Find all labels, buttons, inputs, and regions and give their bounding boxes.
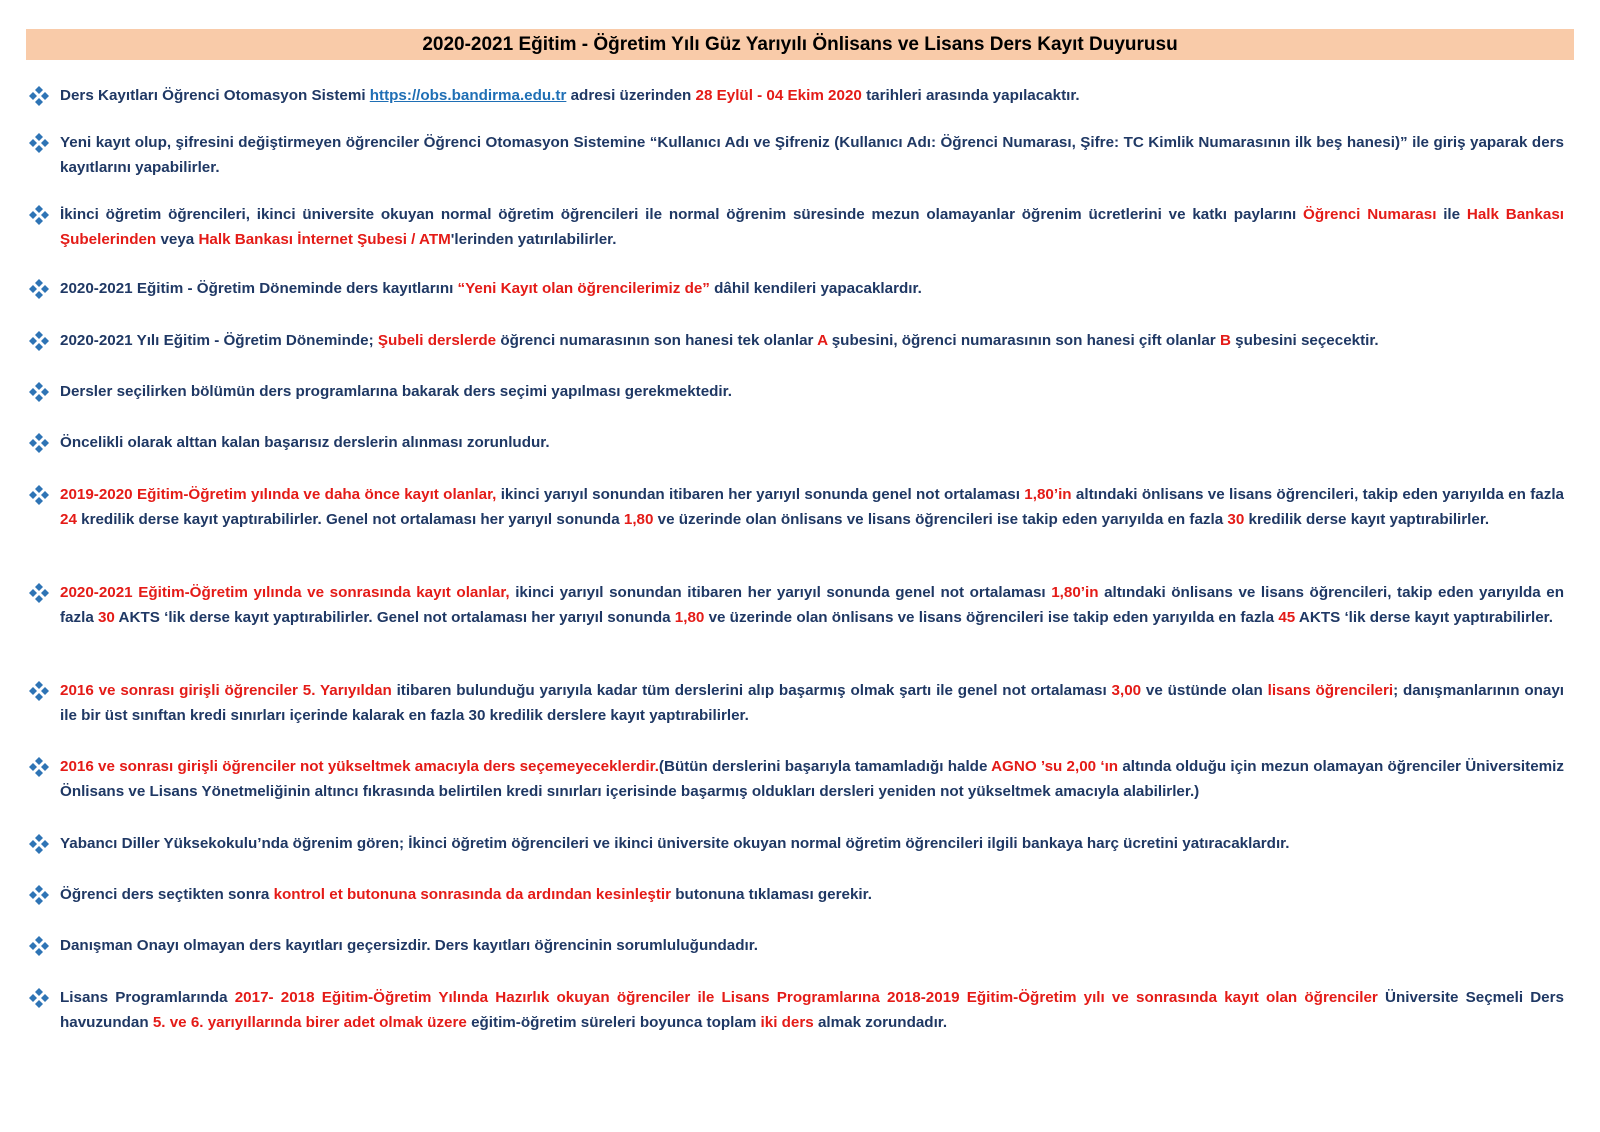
highlighted-text: iki ders: [760, 1014, 814, 1031]
highlighted-text: 2016 ve sonrası girişli öğrenciler not yükseltmek amacıyla ders seçemeyeceklerdir.: [60, 758, 659, 775]
page-title: 2020-2021 Eğitim - Öğretim Yılı Güz Yarıyılı Önlisans ve Lisans Ders Kayıt Duyurusu: [422, 33, 1178, 55]
announcement-text: [60, 882, 1564, 907]
text-segment: 'lerinden yatırılabilirler.: [450, 231, 617, 248]
announcement-item: [28, 678, 1574, 728]
text-segment: ile: [1436, 206, 1467, 223]
text-segment: ikinci yarıyıl sonundan itibaren her yarıyıl sonunda genel not ortalaması: [496, 486, 1025, 503]
announcement-item: [28, 430, 1574, 455]
highlighted-text: 3,00: [1111, 682, 1142, 699]
text-segment: butonuna tıklaması gerekir.: [671, 886, 872, 903]
highlighted-text: 2020-2021 Eğitim-Öğretim yılında ve sonrasında kayıt olanlar,: [60, 584, 510, 601]
text-segment: Öncelikli olarak alttan kalan başarısız derslerin alınması zorunludur.: [60, 434, 550, 451]
text-segment: AKTS ‘lik derse kayıt yaptırabilirler.: [1295, 609, 1553, 626]
announcement-item: [28, 985, 1574, 1035]
highlighted-text: 45: [1278, 609, 1296, 626]
text-segment: (Bütün derslerini başarıyla tamamladığı halde: [658, 758, 992, 775]
announcement-text: [60, 328, 1564, 353]
announcement-text: [60, 379, 1564, 404]
announcement-text: [60, 276, 1564, 301]
announcement-item: [28, 482, 1574, 532]
announcement-title-bar: [26, 29, 1574, 60]
diamond-four-bullet-icon: [28, 755, 50, 777]
highlighted-text: 1,80: [674, 609, 705, 626]
highlighted-text: Halk Bankası Şubelerinden: [60, 206, 1564, 248]
announcement-text: [60, 678, 1564, 728]
highlighted-text: kontrol et butonuna sonrasında da ardından kesinleştir: [273, 886, 672, 903]
highlighted-text: 1,80’in: [1051, 584, 1099, 601]
announcement-text: [60, 754, 1564, 804]
announcement-item: [28, 754, 1574, 804]
text-segment: Üniversite Seçmeli Ders havuzundan: [60, 989, 1564, 1031]
highlighted-text: “Yeni Kayıt olan öğrencilerimiz de”: [457, 280, 710, 297]
text-segment: 2020-2021 Eğitim - Öğretim Döneminde ders kayıtlarını: [60, 280, 458, 297]
highlighted-text: 5. ve 6. yarıyıllarında birer adet olmak üzere: [152, 1014, 467, 1031]
highlighted-text: 24: [60, 511, 77, 528]
diamond-four-bullet-icon: [28, 431, 50, 453]
text-segment: Ders Kayıtları Öğrenci Otomasyon Sistemi: [60, 87, 370, 104]
text-segment: Danışman Onayı olmayan ders kayıtları geçersizdir. Ders kayıtları öğrencinin sorumluluğundadır.: [60, 937, 759, 954]
text-segment: İkinci öğretim öğrencileri, ikinci üniversite okuyan normal öğretim öğrencileri ile normal öğrenim süresinde mezun olamayanlar öğrenim ücretlerini ve katkı paylarını: [60, 206, 1304, 223]
text-segment: altındaki önlisans ve lisans öğrencileri, takip eden yarıyılda en fazla: [60, 584, 1564, 626]
text-segment: itibaren bulunduğu yarıyıla kadar tüm derslerini alıp başarmış olmak şartı ile genel not ortalaması: [391, 682, 1112, 699]
text-segment: ve üstünde olan: [1141, 682, 1268, 699]
highlighted-text: 30: [97, 609, 115, 626]
text-segment: altındaki önlisans ve lisans öğrencileri, takip eden yarıyılda en fazla: [1071, 486, 1564, 503]
text-segment: kredilik derse kayıt yaptırabilirler.: [1244, 511, 1490, 528]
announcement-item: [28, 202, 1574, 252]
announcement-item: [28, 328, 1574, 353]
diamond-four-bullet-icon: [28, 84, 50, 106]
highlighted-text: B: [1219, 332, 1231, 349]
announcement-item: [28, 882, 1574, 907]
diamond-four-bullet-icon: [28, 986, 50, 1008]
text-segment: AKTS ‘lik derse kayıt yaptırabilirler. Genel not ortalaması her yarıyıl sonunda: [114, 609, 675, 626]
text-segment: Dersler seçilirken bölümün ders programlarına bakarak ders seçimi yapılması gerekmektedir.: [60, 383, 732, 400]
text-segment: veya: [156, 231, 199, 248]
text-segment: Lisans Programlarında: [60, 989, 235, 1006]
text-segment: eğitim-öğretim süreleri boyunca toplam: [466, 1014, 761, 1031]
text-segment: adresi üzerinden: [566, 87, 696, 104]
diamond-four-bullet-icon: [28, 883, 50, 905]
text-segment: tarihleri arasında yapılacaktır.: [861, 87, 1080, 104]
announcement-text: [60, 933, 1564, 958]
text-segment: ve üzerinde olan önlisans ve lisans öğrencileri ise takip eden yarıyılda en fazla: [704, 609, 1279, 626]
text-segment: altında olduğu için mezun olamayan öğrenciler Üniversitemiz Önlisans ve Lisans Yönetmeliğinin altıncı fıkrasında belirtilen kredi sınırları içerisinde başarmış oldukları dersleri yeniden not yükseltmek amacıyla alabilirler.): [60, 758, 1564, 800]
text-segment: Öğrenci ders seçtikten sonra: [60, 886, 274, 903]
text-segment: öğrenci numarasının son hanesi tek olanlar: [496, 332, 818, 349]
highlighted-text: 1,80: [623, 511, 654, 528]
diamond-four-bullet-icon: [28, 581, 50, 603]
announcement-item: [28, 580, 1574, 630]
highlighted-text: 2019-2020 Eğitim-Öğretim yılında ve daha önce kayıt olanlar,: [60, 486, 497, 503]
diamond-four-bullet-icon: [28, 203, 50, 225]
text-segment: şubesini seçecektir.: [1230, 332, 1379, 349]
announcement-text: [60, 831, 1564, 856]
highlighted-text: Öğrenci Numarası: [1303, 206, 1437, 223]
text-segment: ; danışmanlarının onayı ile bir üst sınıftan kredi sınırları içerinde kalarak en fazla 30 kredilik derslere kayıt yaptırabilirler.: [60, 682, 1564, 724]
diamond-four-bullet-icon: [28, 832, 50, 854]
text-segment: 2020-2021 Yılı Eğitim - Öğretim Döneminde;: [60, 332, 378, 349]
text-segment: ve üzerinde olan önlisans ve lisans öğrencileri ise takip eden yarıyılda en fazla: [653, 511, 1228, 528]
announcement-text: [60, 83, 1564, 108]
highlighted-text: lisans öğrencileri: [1267, 682, 1394, 699]
announcement-text: [60, 985, 1564, 1035]
text-segment: Yeni kayıt olup, şifresini değiştirmeyen öğrenciler Öğrenci Otomasyon Sistemine “Kullanıcı Adı ve Şifreniz (Kullanıcı Adı: Öğrenci Numarası, Şifre: TC Kimlik Numarasının ilk beş hanesi)” ile giriş yaparak ders kayıtlarını yapabilirler.: [60, 134, 1564, 176]
diamond-four-bullet-icon: [28, 679, 50, 701]
obs-link[interactable]: https://obs.bandirma.edu.tr: [369, 87, 567, 104]
announcement-item: [28, 276, 1574, 301]
announcement-item: [28, 831, 1574, 856]
highlighted-text: A: [817, 332, 828, 349]
text-segment: şubesini, öğrenci numarasının son hanesi çift olanlar: [827, 332, 1220, 349]
highlighted-text: AGNO ’su 2,00 ‘ın: [991, 758, 1119, 775]
announcement-item: [28, 83, 1574, 108]
highlighted-text: 2016 ve sonrası girişli öğrenciler 5. Yarıyıldan: [60, 682, 392, 699]
text-segment: dâhil kendileri yapacaklardır.: [709, 280, 922, 297]
announcement-text: [60, 430, 1564, 455]
announcement-text: [60, 130, 1564, 180]
diamond-four-bullet-icon: [28, 131, 50, 153]
text-segment: ikinci yarıyıl sonundan itibaren her yarıyıl sonunda genel not ortalaması: [509, 584, 1052, 601]
highlighted-text: Halk Bankası İnternet Şubesi / ATM: [198, 231, 451, 248]
diamond-four-bullet-icon: [28, 277, 50, 299]
announcement-text: [60, 580, 1564, 630]
announcement-text: [60, 482, 1564, 532]
announcement-text: [60, 202, 1564, 252]
highlighted-text: Şubeli derslerde: [377, 332, 497, 349]
announcement-item: [28, 130, 1574, 180]
diamond-four-bullet-icon: [28, 483, 50, 505]
diamond-four-bullet-icon: [28, 380, 50, 402]
text-segment: Yabancı Diller Yüksekokulu’nda öğrenim gören; İkinci öğretim öğrencileri ve ikinci üniversite okuyan normal öğretim öğrencileri ilgili bankaya harç ücretini yatıracaklardır.: [60, 835, 1290, 852]
text-segment: kredilik derse kayıt yaptırabilirler. Genel not ortalaması her yarıyıl sonunda: [76, 511, 624, 528]
diamond-four-bullet-icon: [28, 934, 50, 956]
text-segment: almak zorundadır.: [813, 1014, 948, 1031]
highlighted-text: 1,80’in: [1024, 486, 1072, 503]
diamond-four-bullet-icon: [28, 329, 50, 351]
highlighted-text: 30: [1227, 511, 1245, 528]
highlighted-text: 2017- 2018 Eğitim-Öğretim Yılında Hazırlık okuyan öğrenciler ile Lisans Programlarına 2018-2019 Eğitim-Öğretim yılı ve sonrasında kayıt olan öğrenciler: [234, 989, 1378, 1006]
announcement-item: [28, 933, 1574, 958]
announcement-item: [28, 379, 1574, 404]
highlighted-text: 28 Eylül - 04 Ekim 2020: [695, 87, 862, 104]
